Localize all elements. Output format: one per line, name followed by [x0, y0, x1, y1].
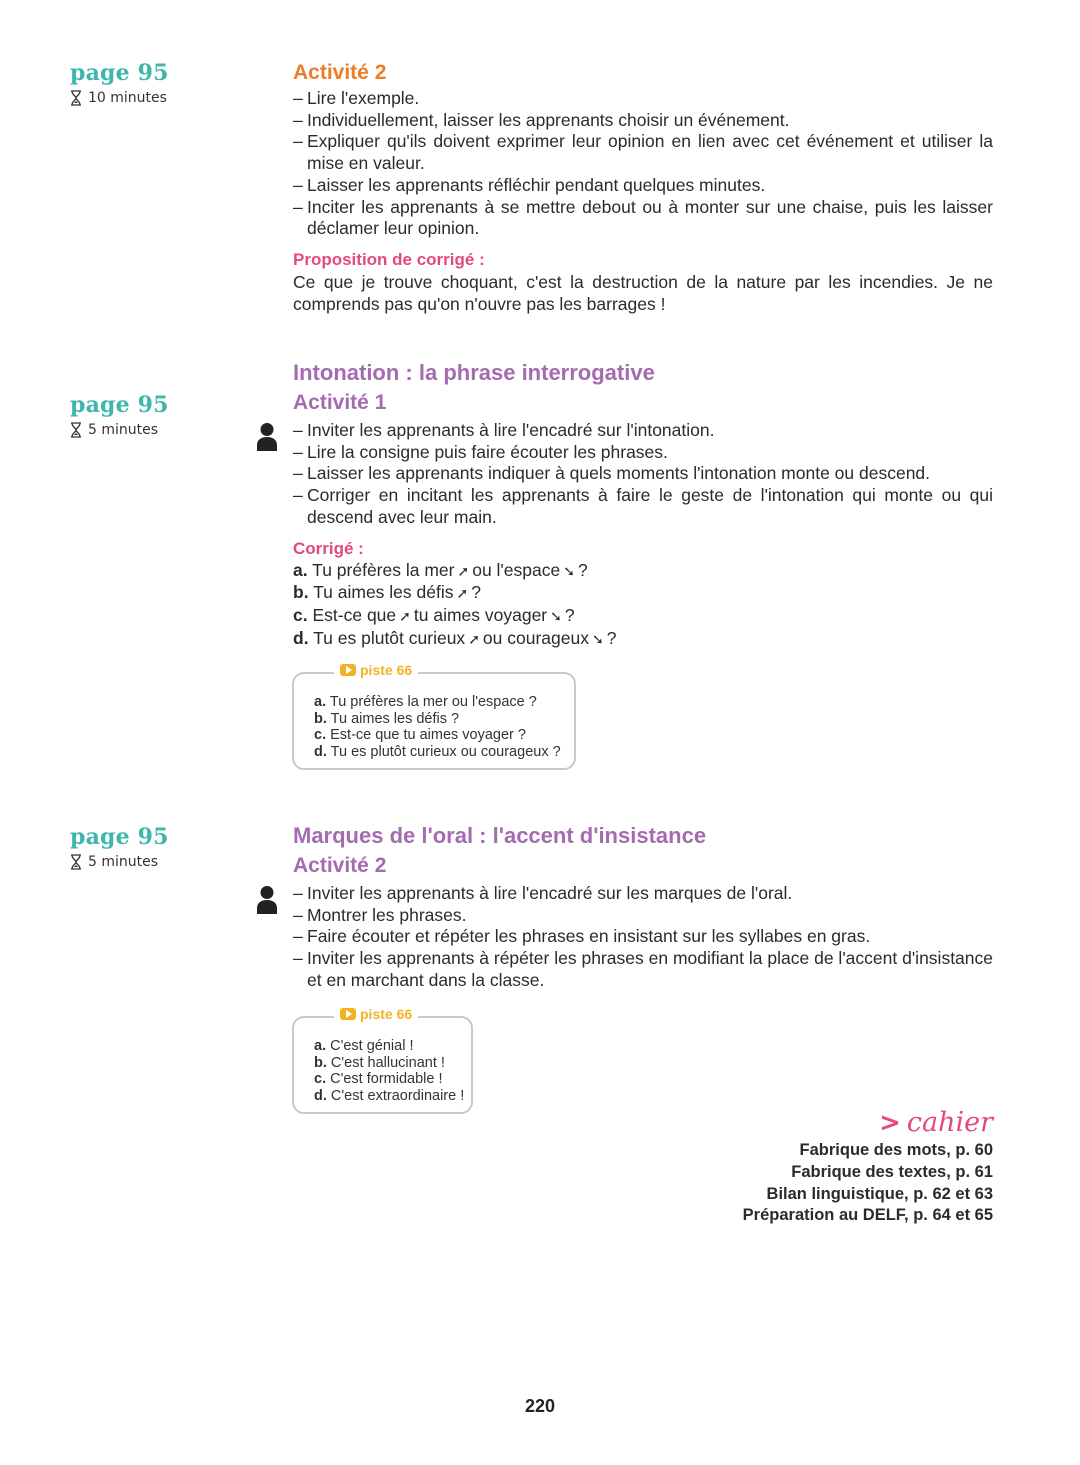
transcript-letter: a.	[314, 1038, 327, 1054]
cahier-item: Fabrique des textes, p. 61	[791, 1162, 993, 1181]
step-item: – Lire l'exemple.	[293, 88, 993, 110]
transcript-item	[314, 694, 561, 711]
answer-text: ?	[564, 604, 575, 625]
step-item: – Inviter les apprenants à répéter les phrases en modifiant la place de l'accent d'insistance et en marchant dans la classe.	[293, 948, 993, 991]
step-item: – Inviter les apprenants à lire l'encadré sur les marques de l'oral.	[293, 883, 993, 905]
individual-work-icon	[256, 422, 278, 452]
steps-list	[293, 88, 993, 240]
page-reference: page 95	[70, 392, 169, 418]
audio-track-label[interactable]	[334, 662, 418, 678]
audio-track-text: piste 66	[360, 1006, 413, 1022]
duration	[70, 422, 250, 438]
transcript-item	[314, 744, 561, 761]
cahier-list	[743, 1140, 993, 1227]
duration	[70, 854, 250, 870]
rising-arrow-icon: ➚	[457, 562, 470, 579]
section-title: Intonation : la phrase interrogative	[293, 360, 655, 385]
transcript-letter: b.	[314, 1054, 327, 1071]
transcript-letter: b.	[314, 710, 327, 727]
step-item: – Montrer les phrases.	[293, 905, 993, 927]
transcript-text: Tu préfères la mer ou l'espace ?	[329, 694, 537, 710]
rising-arrow-icon: ➚	[468, 630, 480, 647]
section-title: Marques de l'oral : l'accent d'insistance	[293, 823, 707, 848]
chevron-right-icon: >	[879, 1108, 901, 1138]
transcript-item	[314, 711, 561, 728]
audio-track-box	[292, 1006, 473, 1114]
transcript-text: Tu aimes les défis ?	[330, 710, 460, 727]
transcript-item	[314, 1071, 464, 1088]
transcript-item	[314, 727, 561, 744]
transcript-letter: c.	[314, 1071, 327, 1087]
answer-text: ou courageux	[482, 627, 589, 648]
correction-label: Proposition de corrigé :	[293, 249, 485, 269]
cahier-item: Préparation au DELF, p. 64 et 65	[742, 1206, 993, 1225]
answer-text: ?	[577, 559, 588, 580]
duration-text: 5 minutes	[88, 854, 159, 870]
step-item: – Laisser les apprenants indiquer à quels moments l'intonation monte ou descend.	[293, 463, 993, 485]
activity-title: Activité 1	[293, 391, 387, 414]
step-item: – Faire écouter et répéter les phrases en insistant sur les syllabes en gras.	[293, 926, 993, 948]
answer-text: Est-ce que	[312, 604, 397, 625]
transcript-text: Est-ce que tu aimes voyager ?	[330, 727, 526, 743]
section-accent-insistance	[293, 821, 993, 992]
transcript-text: C'est extraordinaire !	[330, 1087, 465, 1104]
transcript-letter: c.	[314, 727, 327, 743]
transcript-letter: d.	[314, 1087, 327, 1104]
page-reference: page 95	[70, 824, 169, 850]
transcript-item	[314, 1088, 464, 1105]
answer-text: Tu aimes les défis	[313, 582, 454, 603]
answer-letter: c.	[293, 604, 308, 625]
duration	[70, 90, 250, 106]
page-number: 220	[524, 1396, 556, 1416]
transcript-text: C'est hallucinant !	[330, 1054, 445, 1071]
answer-item	[293, 560, 993, 583]
falling-arrow-icon: ➘	[563, 562, 575, 579]
answer-letter: a.	[293, 559, 308, 580]
transcript-item	[314, 1055, 464, 1072]
individual-work-icon	[256, 885, 278, 915]
step-item: – Expliquer qu'ils doivent exprimer leur opinion en lien avec cet événement et utiliser la mise en valeur.	[293, 131, 993, 174]
correction-text: Ce que je trouve choquant, c'est la destruction de la nature par les incendies. Je ne comprends pas qu'on n'ouvre pas les barrages !	[293, 271, 993, 314]
correction-label: Corrigé :	[293, 538, 364, 558]
sidebar-section-2	[70, 392, 250, 438]
cahier-heading	[743, 1108, 993, 1138]
duration-text: 5 minutes	[88, 422, 159, 438]
answer-letter: d.	[293, 627, 309, 648]
steps-list	[293, 883, 993, 992]
hourglass-icon	[70, 854, 82, 870]
hourglass-icon	[70, 422, 82, 438]
step-item: – Individuellement, laisser les apprenants choisir un événement.	[293, 110, 993, 132]
falling-arrow-icon: ➘	[550, 607, 562, 624]
answer-text: Tu préfères la mer	[312, 559, 455, 580]
answer-item	[293, 582, 993, 605]
step-item: – Lire la consigne puis faire écouter les phrases.	[293, 442, 993, 464]
answer-text: Tu es plutôt curieux	[313, 627, 466, 648]
page-reference: page 95	[70, 60, 169, 86]
play-icon	[340, 1008, 356, 1020]
answers-list	[293, 560, 993, 651]
answer-text: ?	[471, 582, 481, 603]
rising-arrow-icon: ➚	[456, 585, 469, 602]
answer-text: tu aimes voyager	[413, 604, 548, 625]
answer-letter: b.	[293, 582, 309, 603]
transcript-text: Tu es plutôt curieux ou courageux ?	[330, 743, 561, 760]
falling-arrow-icon: ➘	[591, 630, 604, 647]
sidebar-section-1	[70, 60, 250, 106]
transcript-text: C'est génial !	[330, 1038, 414, 1054]
rising-arrow-icon: ➚	[399, 607, 411, 624]
transcript-letter: d.	[314, 743, 327, 760]
cahier-item: Fabrique des mots, p. 60	[799, 1141, 993, 1159]
section-intonation	[293, 358, 993, 650]
answer-item	[293, 628, 993, 651]
activity-title: Activité 2	[293, 854, 387, 877]
step-item: – Inciter les apprenants à se mettre debout ou à monter sur une chaise, puis les laisser déclamer leur opinion.	[293, 197, 993, 240]
transcript-letter: a.	[314, 694, 327, 710]
section-activite-2	[293, 60, 993, 315]
audio-transcript	[314, 694, 561, 760]
step-item: – Corriger en incitant les apprenants à faire le geste de l'intonation qui monte ou qui descend avec leur main.	[293, 485, 993, 528]
cahier-references	[743, 1108, 993, 1227]
hourglass-icon	[70, 90, 82, 106]
answer-text: ou l'espace	[472, 559, 561, 580]
play-icon	[340, 664, 356, 676]
step-item: – Inviter les apprenants à lire l'encadré sur l'intonation.	[293, 420, 993, 442]
transcript-text: C'est formidable !	[330, 1071, 443, 1087]
audio-track-label[interactable]	[334, 1006, 418, 1022]
transcript-item	[314, 1038, 464, 1055]
audio-track-text: piste 66	[360, 662, 413, 678]
sidebar-section-3	[70, 824, 250, 870]
audio-track-box	[292, 662, 576, 770]
audio-transcript	[314, 1038, 464, 1104]
steps-list	[293, 420, 993, 529]
cahier-item: Bilan linguistique, p. 62 et 63	[766, 1184, 993, 1203]
cahier-label: cahier	[906, 1107, 993, 1138]
answer-text: ?	[606, 627, 617, 648]
step-item: – Laisser les apprenants réfléchir pendant quelques minutes.	[293, 175, 993, 197]
answer-item	[293, 605, 993, 628]
activity-title: Activité 2	[293, 61, 387, 84]
duration-text: 10 minutes	[88, 90, 167, 106]
